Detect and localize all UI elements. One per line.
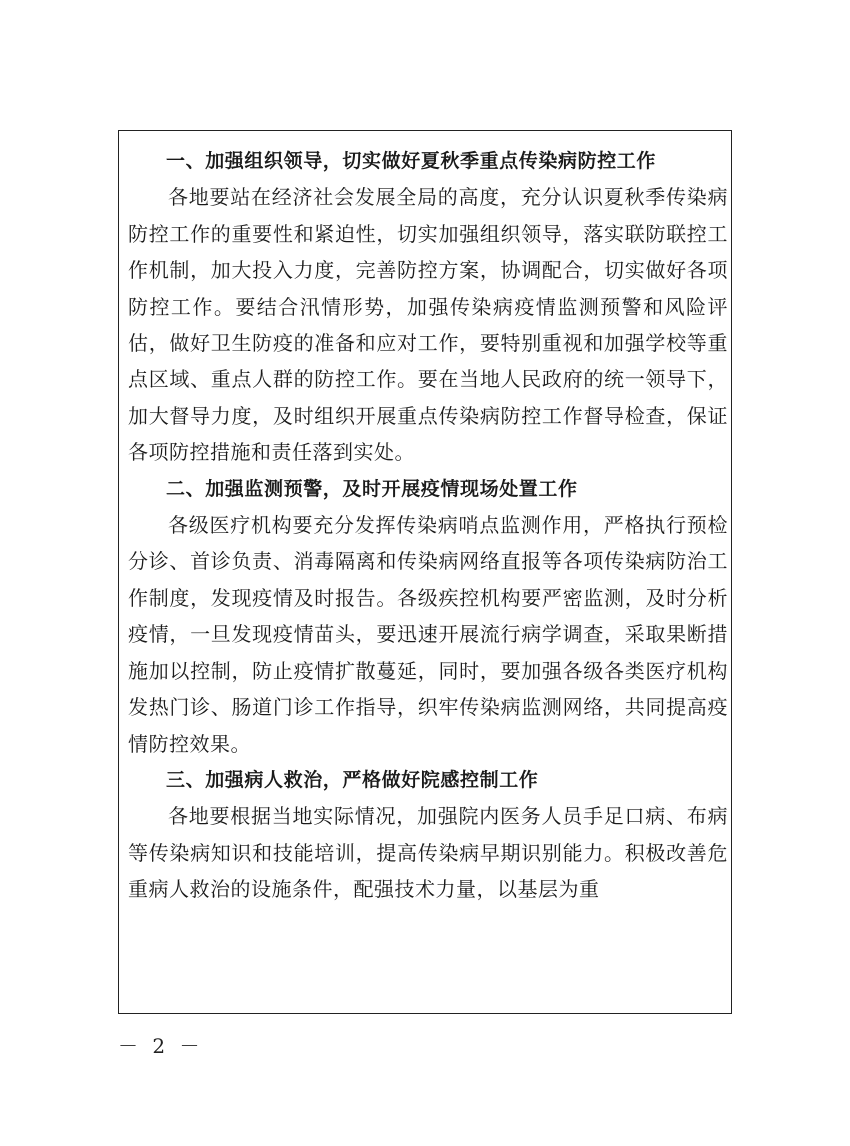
page-number: － 2 － [118, 1034, 204, 1058]
section-heading-2: 二、加强监测预警，及时开展疫情现场处置工作 [166, 477, 578, 500]
section-heading-3: 三、加强病人救治，严格做好院感控制工作 [166, 768, 539, 791]
section-paragraph-2: 各级医疗机构要充分发挥传染病哨点监测作用，严格执行预检分诊、首诊负责、消毒隔离和传染病网络直报等各项传染病防治工作制度，发现疫情及时报告。各级疾控机构要严密监测，及时分析疫情，一旦发现疫情苗头，要迅速开展流行病学调查，采取果断措施加以控制，防止疫情扩散蔓延，同时，要加强各级各类医疗机构发热门诊、肠道门诊工作指导，织牢传染病监测网络，共同提高疫情防控效果。 [128, 513, 728, 756]
document-body [128, 143, 728, 908]
section-paragraph-3: 各地要根据当地实际情况，加强院内医务人员手足口病、布病等传染病知识和技能培训，提高传染病早期识别能力。积极改善危重病人救治的设施条件，配强技术力量，以基层为重 [128, 804, 728, 902]
section-paragraph-1: 各地要站在经济社会发展全局的高度，充分认识夏秋季传染病防控工作的重要性和紧迫性，切实加强组织领导，落实联防联控工作机制，加大投入力度，完善防控方案，协调配合，切实做好各项防控工作。要结合汛情形势，加强传染病疫情监测预警和风险评估，做好卫生防疫的准备和应对工作，要特别重视和加强学校等重点区域、重点人群的防控工作。要在当地人民政府的统一领导下，加大督导力度，及时组织开展重点传染病防控工作督导检查，保证各项防控措施和责任落到实处。 [128, 185, 728, 465]
section-heading-1: 一、加强组织领导，切实做好夏秋季重点传染病防控工作 [166, 150, 657, 172]
